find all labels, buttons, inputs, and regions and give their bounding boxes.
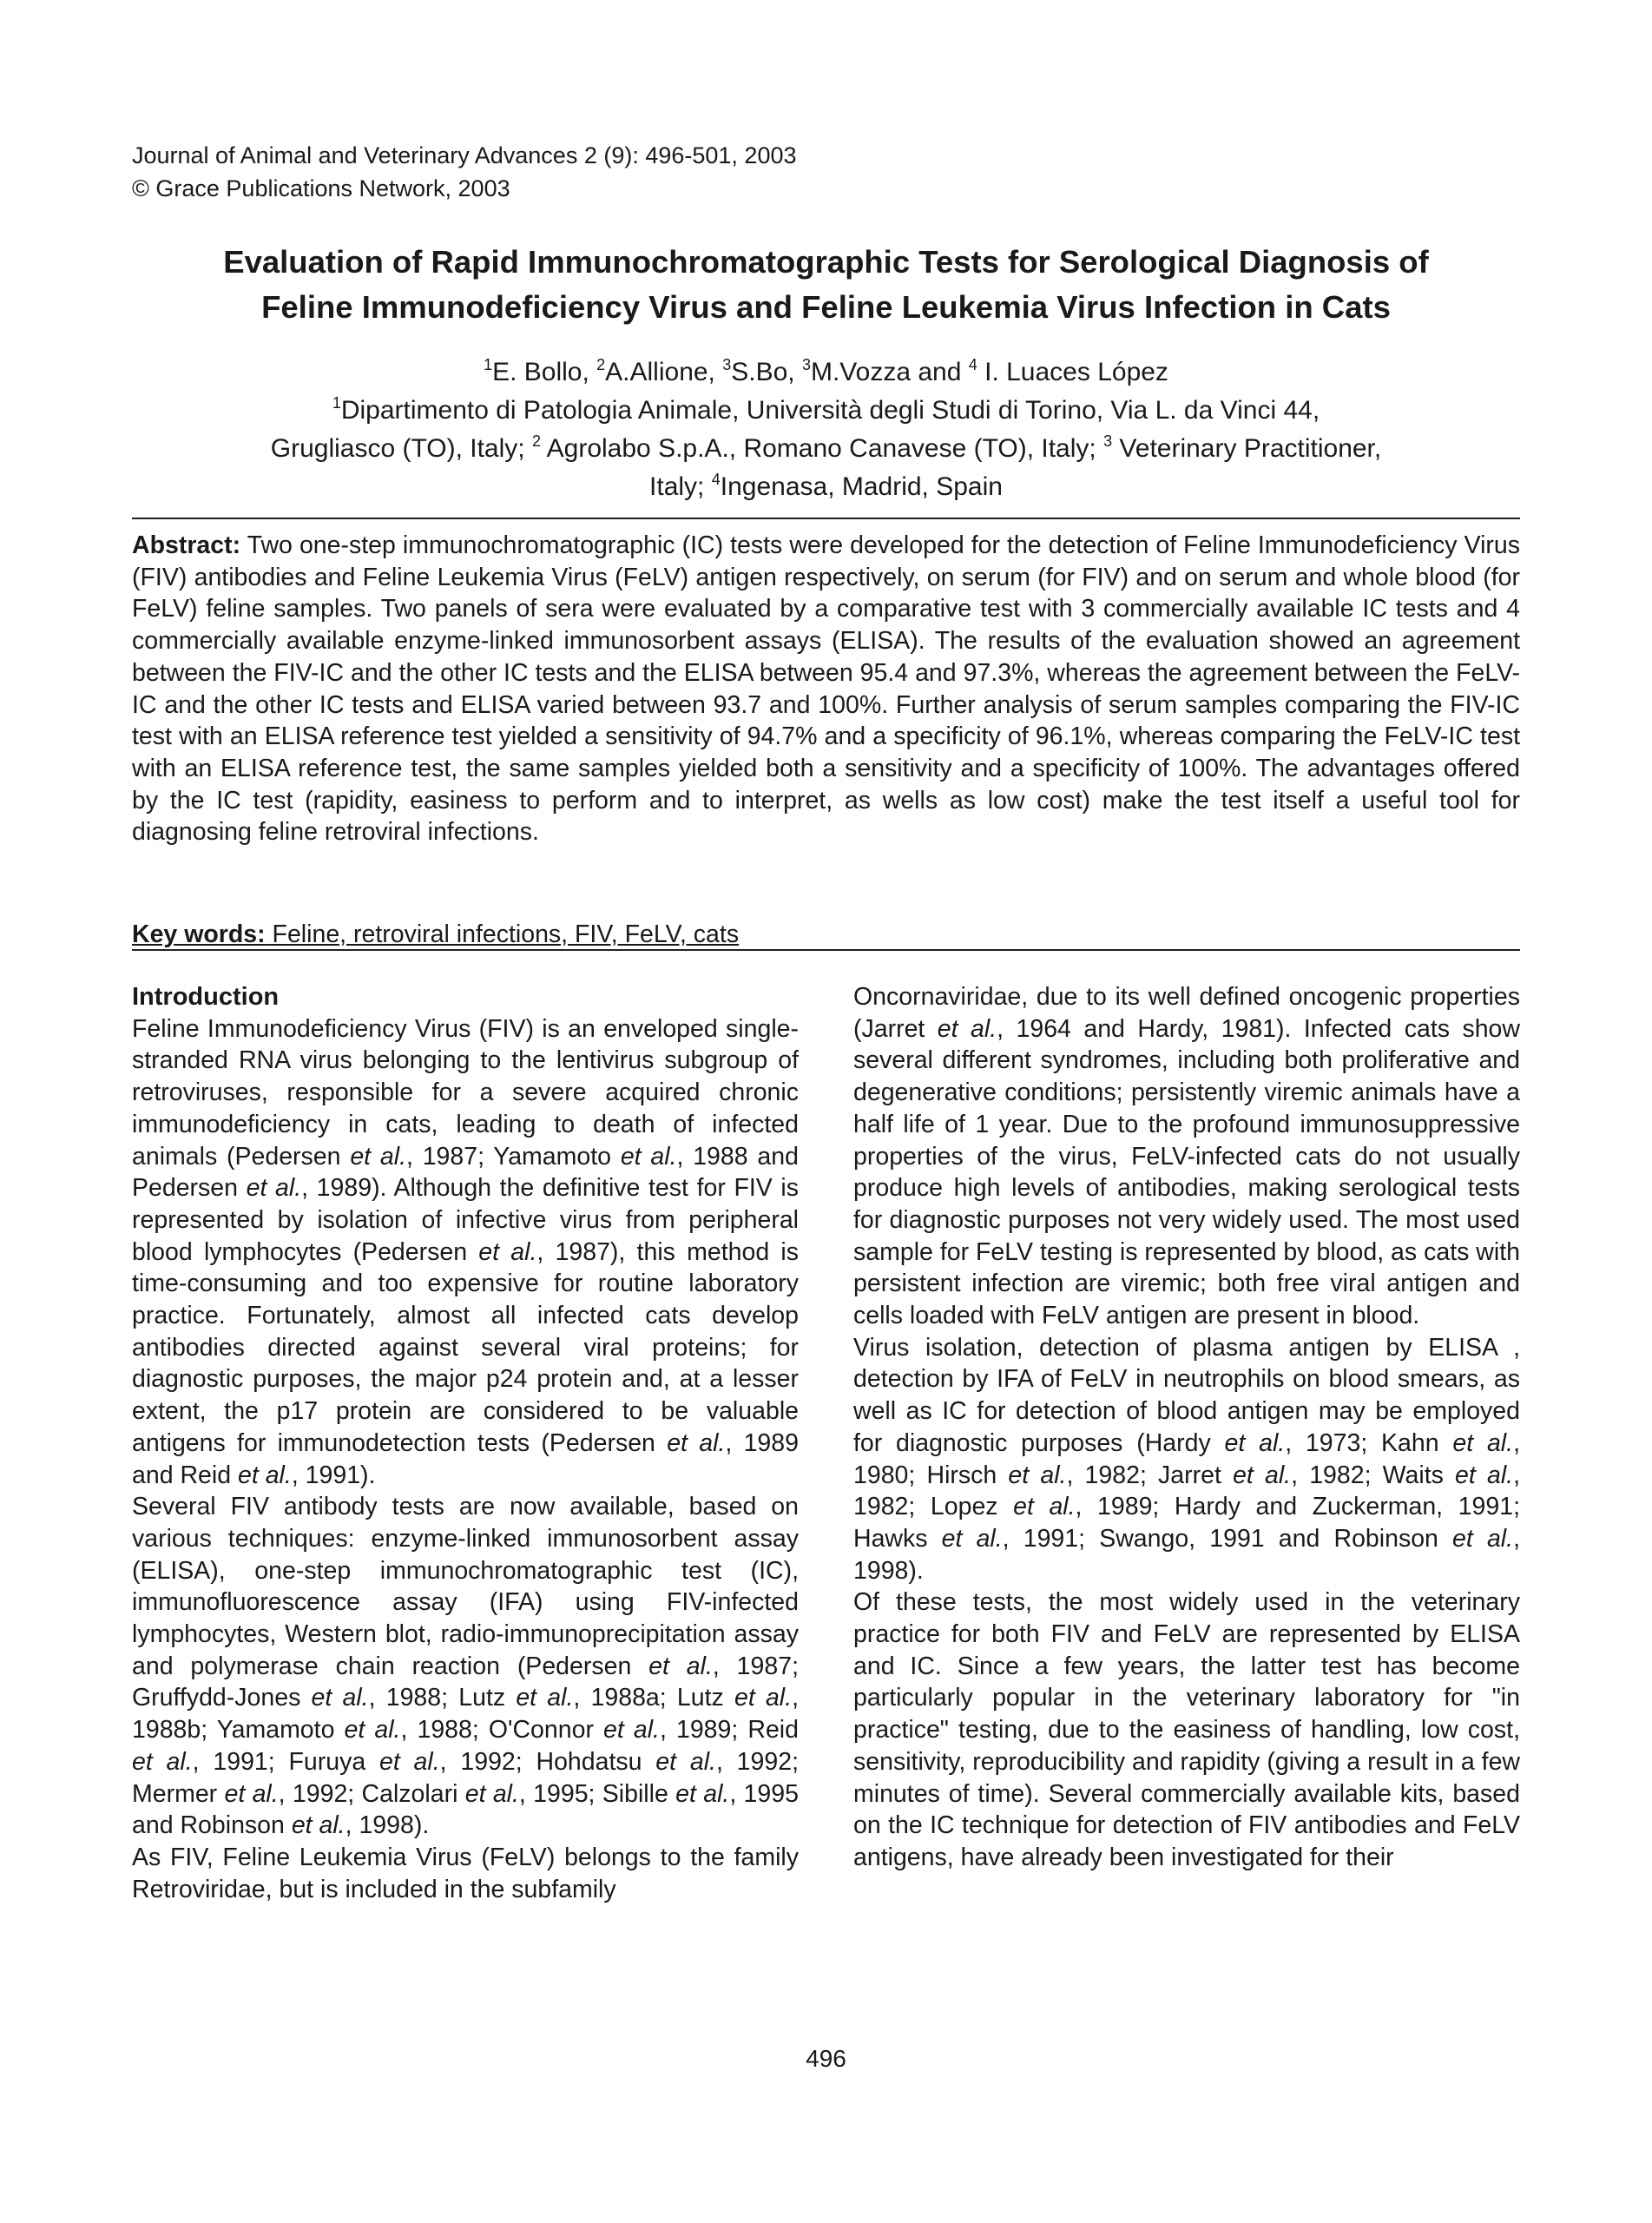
paragraph-text: , 1988 and Pedersen	[132, 1142, 799, 1203]
paragraph-text: , 1995; Sibille	[518, 1779, 676, 1808]
paragraph	[132, 1491, 799, 1842]
paragraph-text: Oncornaviridae, due to its well defined oncogenic properties (Jarret	[853, 983, 1520, 1043]
author-sup: 4	[968, 356, 977, 373]
paragraph-text: , 1988a; Lutz	[573, 1684, 734, 1712]
et-al-italic: et al.	[734, 1684, 793, 1712]
paragraph	[853, 981, 1520, 1332]
paragraph-text: , 1980; Hirsch	[853, 1428, 1520, 1489]
affiliation-text: Grugliasco (TO), Italy;	[270, 434, 532, 463]
author-name: E. Bollo,	[492, 358, 597, 386]
journal-header	[132, 139, 797, 205]
paragraph-text: , 1989). Although the definitive test for FIV is represented by isolation of infective virus from peripheral blood lymphocytes (Pedersen	[132, 1174, 799, 1266]
et-al-italic: et al.	[478, 1237, 537, 1266]
affiliation-line-2	[104, 430, 1548, 468]
paragraph-text: , 1998).	[345, 1811, 430, 1840]
page-number: 496	[806, 2045, 846, 2072]
et-al-italic: et al.	[941, 1524, 1003, 1553]
et-al-italic: et al.	[1452, 1428, 1514, 1457]
affiliation-text: Agrolabo S.p.A., Romano Canavese (TO), Italy;	[540, 434, 1104, 463]
paragraph-text: , 1991; Swango, 1991 and Robinson	[1002, 1524, 1453, 1553]
paragraph-text: , 1992; Calzolari	[278, 1779, 465, 1808]
paragraph-text: , 1989; Hardy and Zuckerman, 1991; Hawks	[853, 1493, 1520, 1553]
paper-title	[104, 240, 1548, 330]
author-name: M.Vozza and	[810, 358, 969, 386]
keywords-text: Feline, retroviral infections, FIV, FeLV, cats	[265, 920, 740, 948]
title-line-1: Evaluation of Rapid Immunochromatographic Tests for Serological Diagnosis of	[223, 244, 1429, 280]
et-al-italic: et al.	[246, 1174, 302, 1203]
abstract-text: Two one-step immunochromatographic (IC) tests were developed for the detection of Feline Immunodeficiency Virus (FIV) antibodies and Feline Leukemia Virus (FeLV) antigen respectively, on serum (for FIV) and on serum and whole blood (for FeLV) feline samples. Two panels of sera were evaluated by a comparative test with 3 commercially available IC tests and 4 commercially available enzyme-linked immunosorbent assays (ELISA). The results of the evaluation showed an agreement between the FIV-IC and the other IC tests and the ELISA between 95.4 and 97.3%, whereas the agreement between the FeLV-IC and the other IC tests and ELISA varied between 93.7 and 100%. Further analysis of serum samples comparing the FIV-IC test with an ELISA reference test yielded a sensitivity of 94.7% and a specificity of 96.1%, whereas comparing the FeLV-IC test with an ELISA reference test, the same samples yielded both a sensitivity and a specificity of 100%. The advantages offered by the IC test (rapidity, easiness to perform and to interpret, as wells as low cost) make the test itself a useful tool for diagnosing feline retroviral infections.	[132, 531, 1520, 847]
keywords	[132, 919, 739, 950]
paragraph-text: , 1989 and Reid	[132, 1428, 799, 1489]
journal-citation: Journal of Animal and Veterinary Advances 2 (9): 496-501, 2003	[132, 142, 797, 168]
paragraph-text: , 1987; Gruffydd-Jones	[132, 1652, 799, 1712]
section-heading-introduction: Introduction	[132, 983, 280, 1011]
paragraph-text: , 1982; Waits	[1291, 1461, 1456, 1489]
affiliation-text: Dipartimento di Patologia Animale, Università degli Studi di Torino, Via L. da Vinci 44,	[340, 396, 1320, 425]
affiliation-sup: 3	[1103, 432, 1113, 450]
paragraph-text: , 1988b; Yamamoto	[132, 1684, 799, 1745]
author-sup: 3	[722, 356, 732, 373]
right-column	[853, 981, 1520, 1874]
paragraph	[132, 1842, 799, 1905]
paragraph-text: Of these tests, the most widely used in the veterinary practice for both FIV and FeLV are represented by ELISA and IC. Since a few years, the latter test has become particularly popular in the veterinary laboratory for "in practice" testing, due to the easiness of handling, low cost, sensitivity, reproducibility and rapidity (giving a result in a few minutes of time). Several commercially available kits, based on the IC technique for detection of FIV antibodies and FeLV antigens, have already been investigated for their	[853, 1588, 1520, 1871]
paragraph-text: , 1988; Lutz	[368, 1684, 517, 1712]
affiliation-sup: 4	[711, 471, 721, 488]
et-al-italic: et al.	[344, 1716, 401, 1745]
et-al-italic: et al.	[937, 1014, 997, 1043]
paragraph-text: , 1987; Yamamoto	[405, 1142, 621, 1171]
affiliation-text: Ingenasa, Madrid, Spain	[720, 472, 1003, 501]
paragraph	[132, 1013, 799, 1492]
paragraph-text: , 1992; Hohdatsu	[439, 1747, 656, 1776]
paragraph-text: , 1982; Lopez	[853, 1461, 1521, 1521]
affiliation-text: Veterinary Practitioner,	[1112, 434, 1382, 463]
author-name: I. Luaces López	[977, 358, 1168, 386]
et-al-italic: et al.	[667, 1428, 726, 1457]
paragraph-text: , 1992; Mermer	[132, 1747, 799, 1808]
affiliation-sup: 1	[332, 394, 341, 412]
affiliation-text: Italy;	[649, 472, 712, 501]
author-name: A.Allione,	[605, 358, 723, 386]
paragraph-text: , 1991).	[291, 1461, 376, 1489]
paragraph-text: Several FIV antibody tests are now available, based on various techniques: enzyme-linked immunosorbent assay (ELISA), one-step immunochromatographic test (IC), immunofluorescence assay (IFA) using FIV-infected lymphocytes, Western blot, radio-immunoprecipitation assay and polymerase chain reaction (Pedersen	[132, 1493, 799, 1680]
author-name: S.Bo,	[731, 358, 802, 386]
et-al-italic: et al.	[224, 1779, 279, 1808]
et-al-italic: et al.	[675, 1779, 730, 1808]
affiliation-line-3	[104, 468, 1548, 506]
abstract-label: Abstract:	[132, 531, 241, 559]
et-al-italic: et al.	[132, 1747, 193, 1776]
et-al-italic: et al.	[1008, 1461, 1067, 1489]
author-sup: 2	[596, 356, 606, 373]
keywords-bottom-rule	[132, 949, 1520, 951]
copyright-line: © Grace Publications Network, 2003	[132, 175, 510, 201]
title-line-2: Feline Immunodeficiency Virus and Feline Leukemia Virus Infection in Cats	[261, 289, 1391, 325]
paragraph-text: Feline Immunodeficiency Virus (FIV) is an enveloped single-stranded RNA virus belonging to the lentivirus subgroup of retroviruses, responsible for a severe acquired chronic immunodeficiency in cats, leading to death of infected animals (Pedersen	[132, 1014, 799, 1171]
left-column	[132, 981, 799, 1905]
et-al-italic: et al.	[655, 1747, 716, 1776]
et-al-italic: et al.	[464, 1779, 519, 1808]
paragraph	[853, 1332, 1520, 1587]
paragraph-text: , 1991; Furuya	[192, 1747, 379, 1776]
paragraph-text: As FIV, Feline Leukemia Virus (FeLV) belongs to the family Retroviridae, but is included in the subfamily	[132, 1843, 799, 1903]
affiliation-sup: 2	[531, 432, 541, 450]
et-al-italic: et al.	[350, 1142, 406, 1171]
et-al-italic: et al.	[516, 1684, 574, 1712]
affiliation-line-1	[104, 392, 1548, 430]
author-sup: 1	[484, 356, 493, 373]
et-al-italic: et al.	[1233, 1461, 1292, 1489]
paragraph-text: , 1995 and Robinson	[132, 1779, 799, 1840]
et-al-italic: et al.	[1013, 1493, 1076, 1521]
et-al-italic: et al.	[1455, 1461, 1514, 1489]
paragraph-text: , 1987), this method is time-consuming and too expensive for routine laboratory practice. Fortunately, almost all infected cats develop antibodies directed against several viral proteins; for diagnostic purposes, the major p24 protein and, at a lesser extent, the p17 protein are considered to be valuable antigens for immunodetection tests (Pedersen	[132, 1237, 799, 1457]
et-al-italic: et al.	[238, 1461, 292, 1489]
author-list	[104, 353, 1548, 392]
author-block	[104, 353, 1548, 506]
author-sup: 3	[801, 356, 811, 373]
et-al-italic: et al.	[379, 1747, 440, 1776]
abstract-top-rule	[132, 518, 1520, 519]
paragraph-text: , 1964 and Hardy, 1981). Infected cats show several different syndromes, including both proliferative and degenerative conditions; persistently viremic animals have a half life of 1 year. Due to the profound immunosuppressive properties of the virus, FeLV-infected cats do not usually produce high levels of antibodies, making serological tests for diagnostic purposes not very widely used. The most used sample for FeLV testing is represented by blood, as cats with persistent infection are viremic; both free viral antigen and cells loaded with FeLV antigen are present in blood.	[853, 1014, 1520, 1330]
et-al-italic: et al.	[1224, 1428, 1286, 1457]
et-al-italic: et al.	[291, 1811, 346, 1840]
et-al-italic: et al.	[603, 1716, 660, 1745]
paragraph	[853, 1586, 1520, 1873]
keywords-label: Key words:	[132, 920, 266, 948]
et-al-italic: et al.	[648, 1652, 713, 1680]
paragraph-text: , 1982; Jarret	[1066, 1461, 1234, 1489]
paragraph-text: Virus isolation, detection of plasma antigen by ELISA , detection by IFA of FeLV in neutrophils on blood smears, as well as IC for detection of blood antigen may be employed for diagnostic purposes (Hardy	[853, 1333, 1520, 1457]
abstract	[132, 530, 1520, 848]
paragraph-text: , 1989; Reid	[659, 1716, 799, 1745]
et-al-italic: et al.	[1452, 1524, 1514, 1553]
et-al-italic: et al.	[311, 1684, 369, 1712]
paragraph-text: , 1973; Kahn	[1285, 1428, 1453, 1457]
et-al-italic: et al.	[620, 1142, 677, 1171]
paragraph-text: , 1998).	[853, 1524, 1520, 1585]
paragraph-text: , 1988; O'Connor	[400, 1716, 604, 1745]
